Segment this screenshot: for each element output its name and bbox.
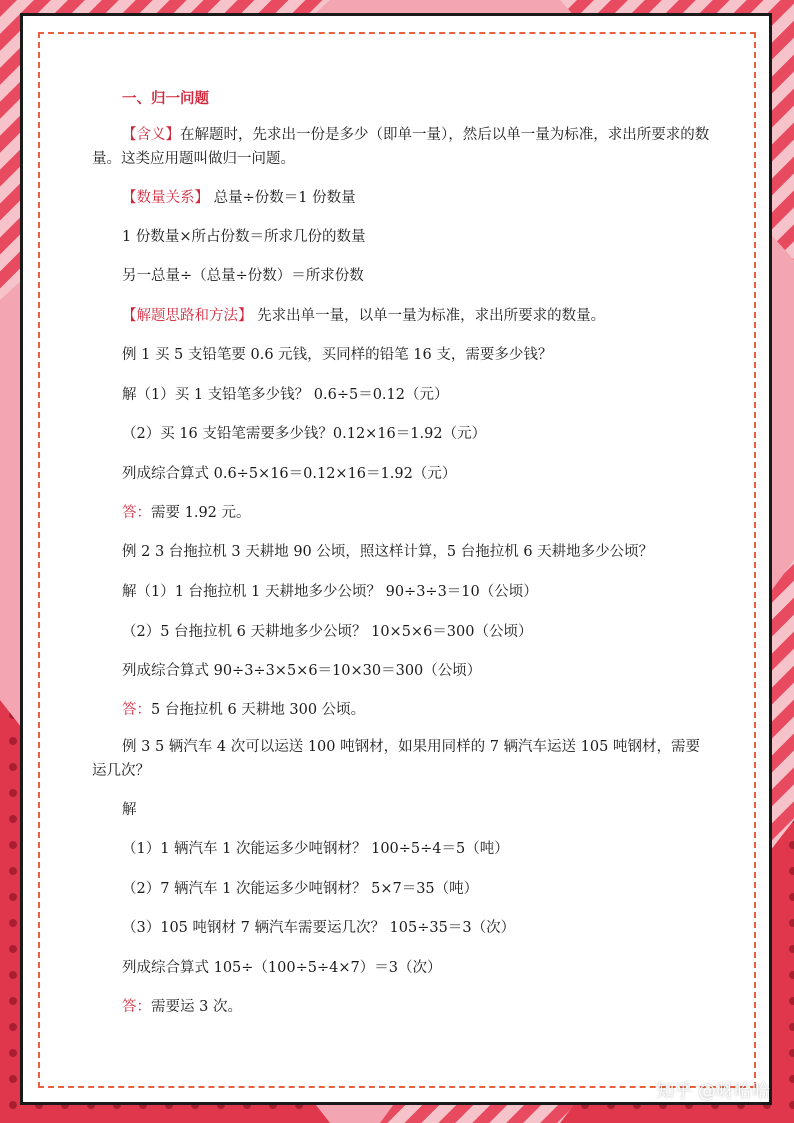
- relation-line-3: 另一总量÷（总量÷份数）＝所求份数: [122, 268, 364, 284]
- example1-step2: （2）买 16 支铅笔需要多少钱？0.12×16＝1.92（元）: [122, 426, 487, 442]
- example3-question: 例 3 5 辆汽车 4 次可以运送 100 吨钢材，如果用同样的 7 辆汽车运送 105 吨钢材，需要运几次？: [92, 739, 700, 779]
- example3-step3: （3）105 吨钢材 7 辆汽车需要运几次？ 105÷35＝3（次）: [122, 920, 516, 936]
- example1-answer: [92, 501, 251, 522]
- example2-question: 例 2 3 台拖拉机 3 天耕地 90 公顷，照这样计算，5 台拖拉机 6 天耕地多少公顷？: [122, 544, 654, 560]
- meaning-paragraph: [92, 123, 712, 171]
- example1-question: 例 1 买 5 支铅笔要 0.6 元钱，买同样的铅笔 16 支，需要多少钱？: [122, 347, 553, 363]
- example3-answer: [92, 995, 242, 1016]
- meaning-text: 在解题时，先求出一份是多少（即单一量），然后以单一量为标准，求出所要求的数量。这类应用题叫做归一问题。: [92, 127, 710, 167]
- watermark: 知乎 @呀哈哈: [656, 1081, 770, 1102]
- method-text: 先求出单一量，以单一量为标准，求出所要求的数量。: [252, 308, 606, 324]
- relation-line-2: 1 份数量×所占份数＝所求几份的数量: [122, 229, 366, 245]
- relation-paragraph: [92, 186, 356, 207]
- example3-step1: （1）1 辆汽车 1 次能运多少吨钢材？ 100÷5÷4＝5（吨）: [122, 841, 509, 857]
- section-title: 一、归一问题: [122, 91, 209, 107]
- example2-combined: 列成综合算式 90÷3÷3×5×6＝10×30＝300（公顷）: [122, 663, 482, 679]
- example2-step1: 解（1）1 台拖拉机 1 天耕地多少公顷？ 90÷3÷3＝10（公顷）: [122, 584, 538, 600]
- method-label: 【解题思路和方法】: [122, 308, 253, 324]
- relation-label: 【数量关系】: [122, 190, 209, 206]
- example3-combined: 列成综合算式 105÷（100÷5÷4×7）＝3（次）: [122, 960, 442, 976]
- answer-label: 答：: [122, 702, 151, 718]
- answer-label: 答：: [122, 505, 151, 521]
- example1-combined: 列成综合算式 0.6÷5×16＝0.12×16＝1.92（元）: [122, 466, 457, 482]
- relation-text: 总量÷份数＝1 份数量: [209, 190, 356, 206]
- answer-text: 需要 1.92 元。: [151, 505, 251, 521]
- example3-step2: （2）7 辆汽车 1 次能运多少吨钢材？ 5×7＝35（吨）: [122, 881, 479, 897]
- answer-label: 答：: [122, 999, 151, 1015]
- example2-answer: [92, 698, 365, 719]
- example3-solve: 解: [122, 802, 137, 818]
- answer-text: 5 台拖拉机 6 天耕地 300 公顷。: [151, 702, 366, 718]
- answer-text: 需要运 3 次。: [151, 999, 242, 1015]
- example1-step1: 解（1）买 1 支铅笔多少钱？ 0.6÷5＝0.12（元）: [122, 387, 449, 403]
- example2-step2: （2）5 台拖拉机 6 天耕地多少公顷？ 10×5×6＝300（公顷）: [122, 624, 533, 640]
- method-paragraph: [92, 304, 605, 325]
- meaning-label: 【含义】: [122, 127, 180, 143]
